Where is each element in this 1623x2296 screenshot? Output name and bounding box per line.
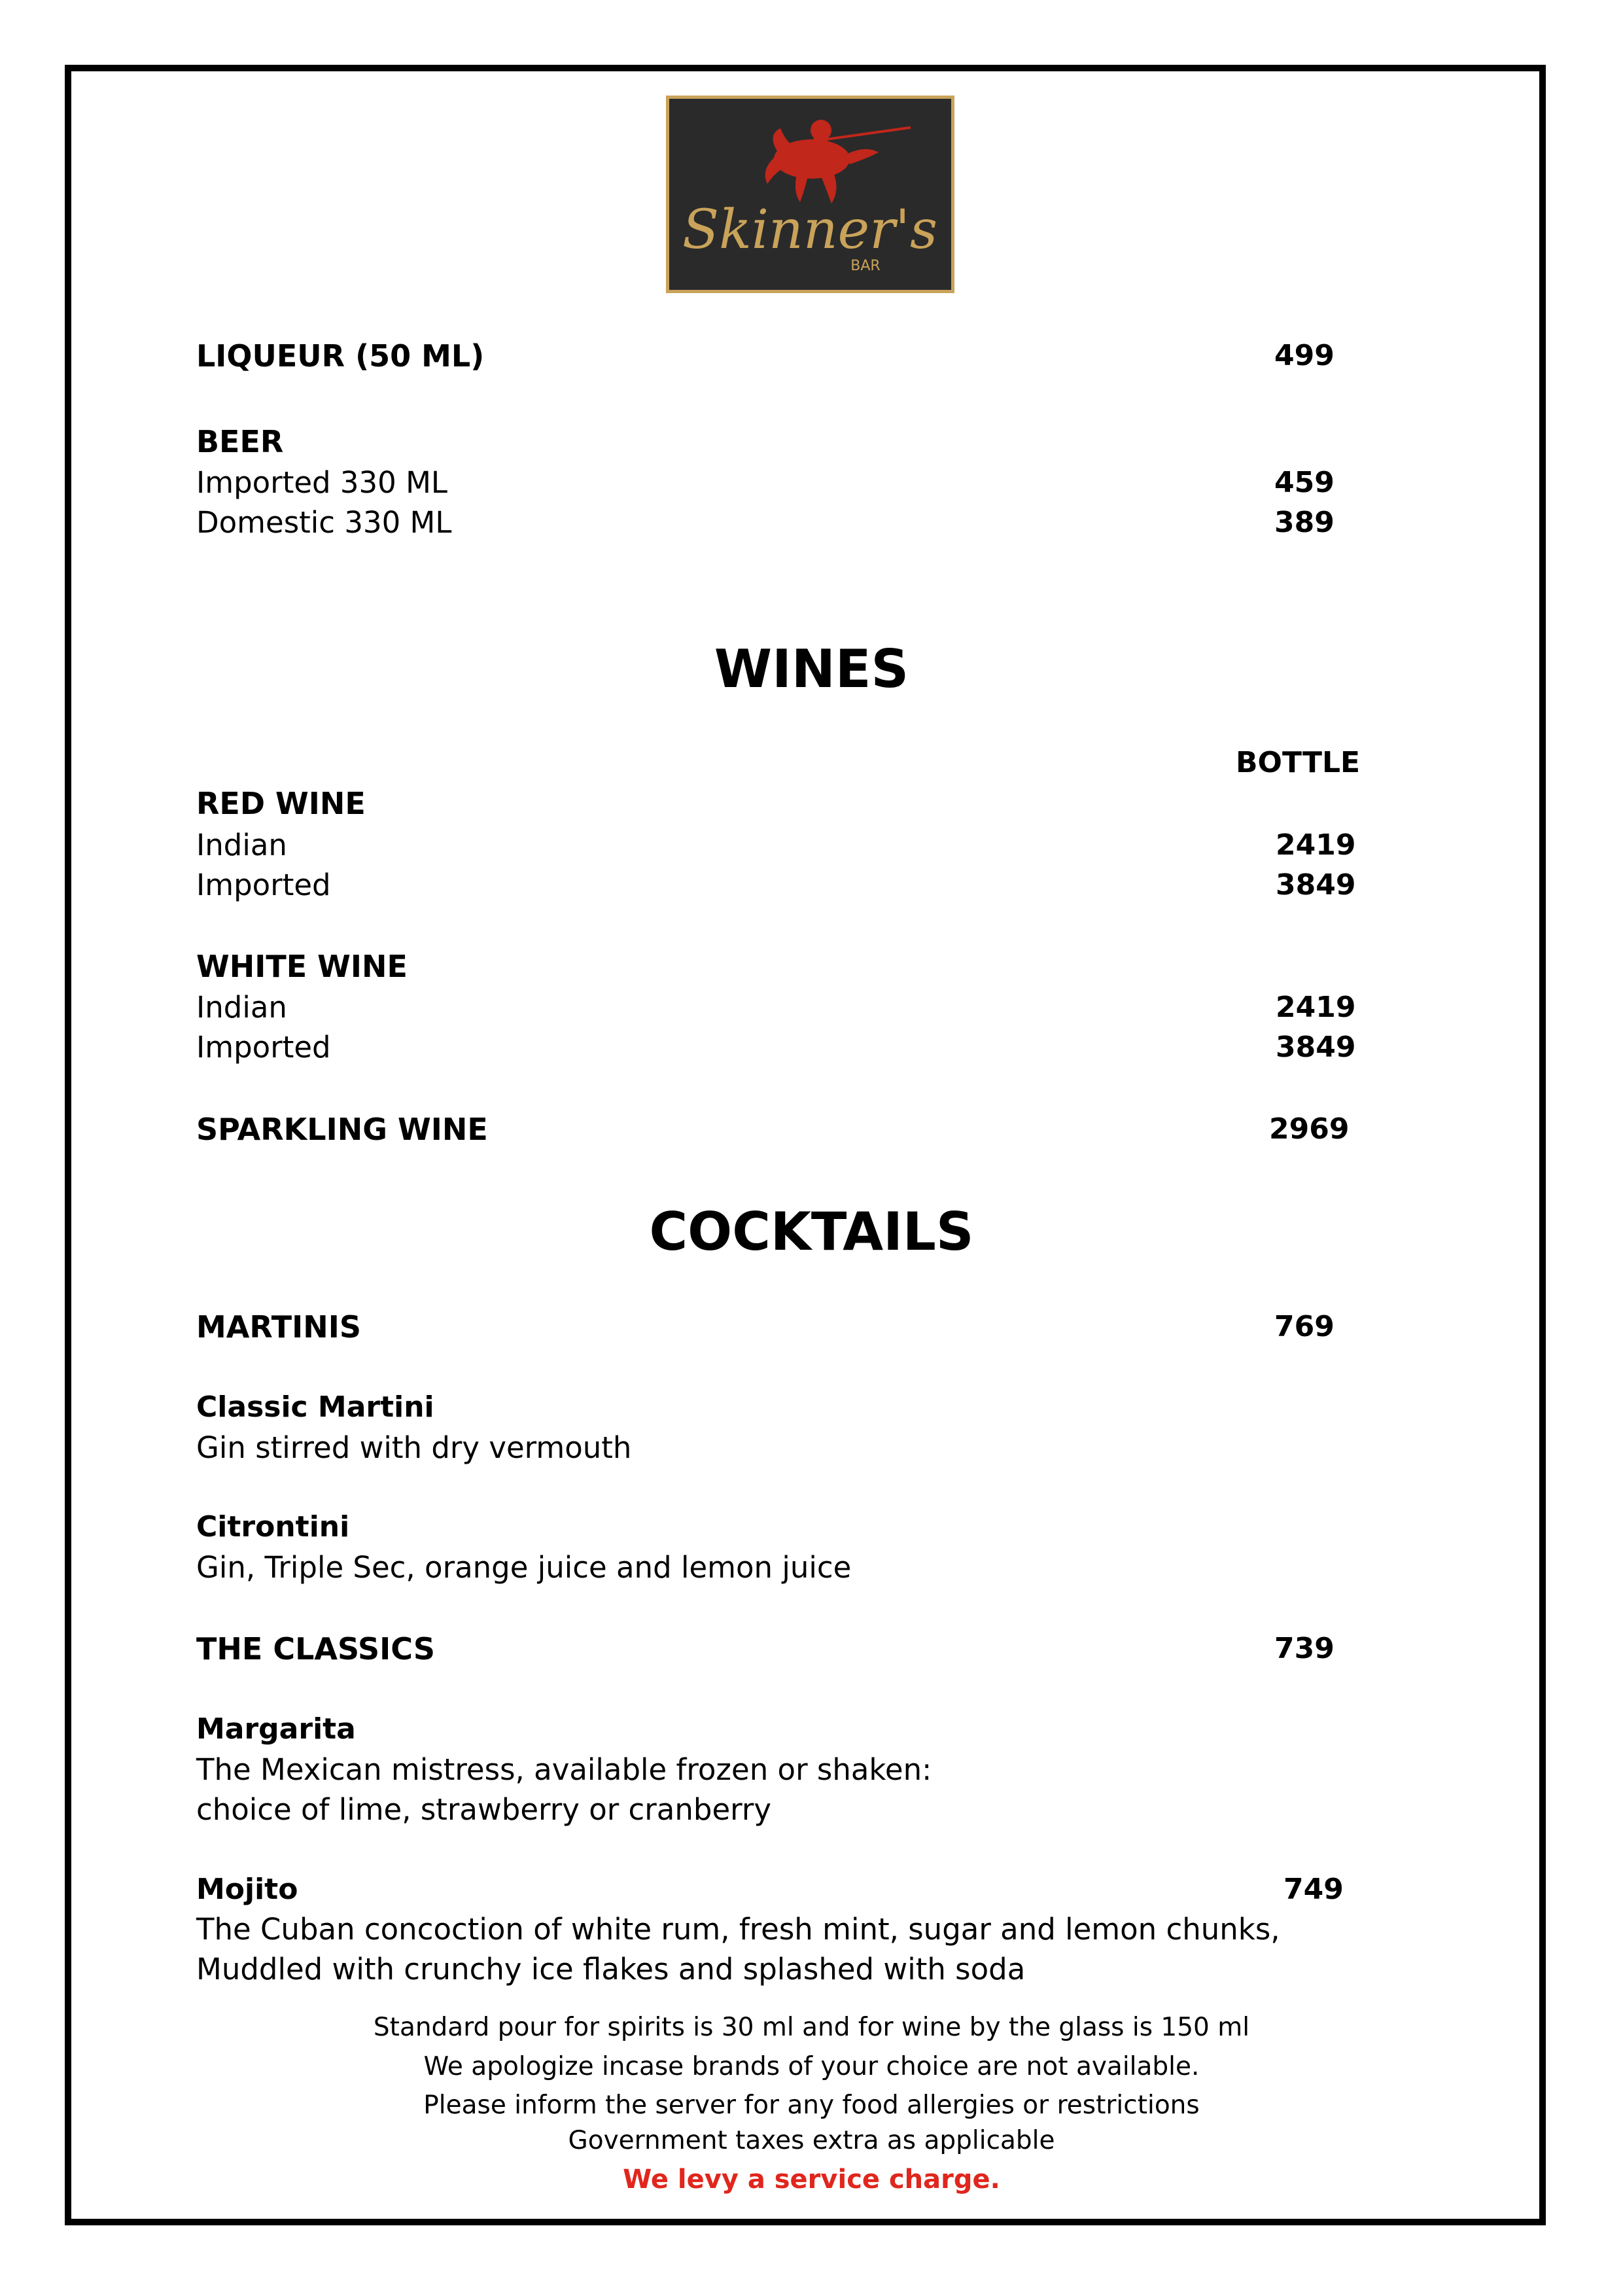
cocktail-description: Gin, Triple Sec, orange juice and lemon juice [196,1550,852,1585]
liqueur-price: 499 [1274,339,1335,372]
red-wine-heading: RED WINE [196,786,366,821]
skinners-bar-logo [666,96,954,293]
red-wine-item-name: Imported [196,868,331,902]
beer-item-price: 459 [1274,466,1335,499]
red-wine-item-name: Indian [196,828,287,862]
svg-text:BAR: BAR [850,258,881,274]
martinis-price: 769 [1274,1310,1335,1343]
red-wine-item-price: 3849 [1276,868,1356,902]
wines-title: WINES [714,639,909,699]
sparkling-wine-heading: SPARKLING WINE [196,1112,488,1147]
mojito-price: 749 [1283,1873,1344,1906]
liqueur-heading: LIQUEUR (50 ML) [196,338,485,374]
beer-item-name: Imported 330 ML [196,465,447,500]
cocktail-name: Margarita [196,1712,356,1746]
footer-note: Government taxes extra as applicable [568,2126,1055,2155]
service-charge-note: We levy a service charge. [623,2164,1000,2195]
bottle-column-label: BOTTLE [1236,746,1361,779]
cocktail-description: The Cuban concoction of white rum, fresh mint, sugar and lemon chunks, [196,1912,1280,1947]
classics-price: 739 [1274,1632,1335,1665]
beer-item-price: 389 [1274,506,1335,539]
cocktail-name: Citrontini [196,1510,350,1544]
cocktail-description: Gin stirred with dry vermouth [196,1430,632,1465]
horse-rider-emblem-icon [669,99,951,290]
classics-heading: THE CLASSICS [196,1631,436,1667]
cocktail-description: choice of lime, strawberry or cranberry [196,1792,771,1827]
cocktail-name: Mojito [196,1873,298,1906]
red-wine-item-price: 2419 [1276,828,1356,862]
footer-note: Standard pour for spirits is 30 ml and for wine by the glass is 150 ml [373,2013,1250,2042]
svg-text:Skinner's: Skinner's [682,199,938,261]
white-wine-item-price: 3849 [1276,1031,1356,1064]
white-wine-item-name: Imported [196,1030,331,1065]
white-wine-item-name: Indian [196,990,287,1025]
beer-heading: BEER [196,424,284,459]
martinis-heading: MARTINIS [196,1309,361,1345]
footer-note: Please inform the server for any food allergies or restrictions [423,2091,1200,2120]
cocktail-description: Muddled with crunchy ice flakes and splashed with soda [196,1952,1026,1987]
cocktail-name: Classic Martini [196,1390,434,1424]
footer-note: We apologize incase brands of your choice are not available. [423,2052,1200,2081]
sparkling-wine-price: 2969 [1269,1112,1350,1146]
cocktail-description: The Mexican mistress, available frozen or shaken: [196,1752,932,1787]
cocktails-title: COCKTAILS [649,1201,974,1262]
beer-item-name: Domestic 330 ML [196,505,452,540]
white-wine-item-price: 2419 [1276,991,1356,1024]
white-wine-heading: WHITE WINE [196,949,408,984]
